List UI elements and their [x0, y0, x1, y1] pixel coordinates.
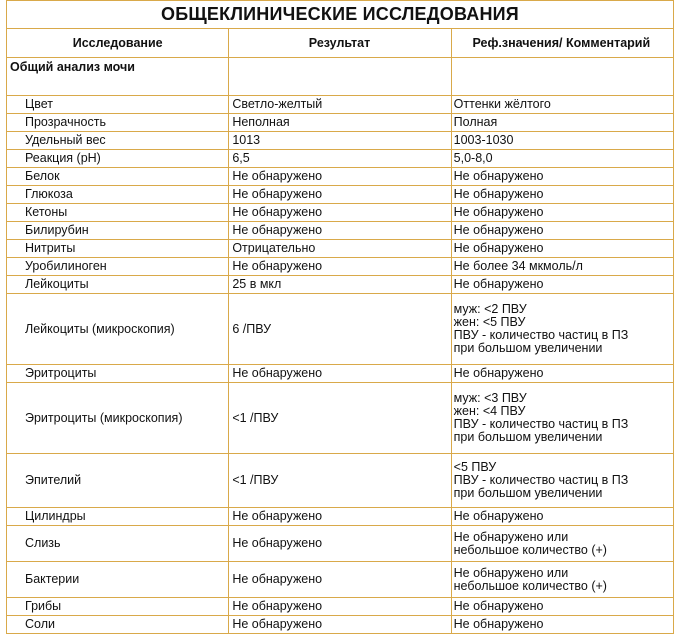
- title-row: [7, 1, 674, 29]
- reference-value: [451, 114, 673, 132]
- table-row: [7, 508, 674, 526]
- test-name: Удельный вес: [7, 132, 229, 150]
- table-row: [7, 598, 674, 616]
- table-row: [7, 222, 674, 240]
- reference-value: [451, 258, 673, 276]
- reference-value: [451, 186, 673, 204]
- reference-value: [451, 96, 673, 114]
- table-row: [7, 276, 674, 294]
- test-result: 1013: [229, 132, 451, 150]
- section-empty-reference: [451, 58, 673, 96]
- reference-value: [451, 168, 673, 186]
- table-row: [7, 168, 674, 186]
- reference-line: муж: <3 ПВУ: [453, 391, 527, 405]
- reference-line: муж: <2 ПВУ: [453, 302, 527, 316]
- test-name: Билирубин: [7, 222, 229, 240]
- reference-line: 1003-1030: [453, 133, 514, 147]
- reference-line: Не более 34 мкмоль/л: [453, 259, 583, 273]
- section-empty-result: [229, 58, 451, 96]
- test-name: Цилиндры: [7, 508, 229, 526]
- test-result: Не обнаружено: [229, 508, 451, 526]
- test-name: Лейкоциты (микроскопия): [7, 294, 229, 365]
- test-name: Уробилиноген: [7, 258, 229, 276]
- reference-line: Не обнаружено: [453, 187, 544, 201]
- reference-line: ПВУ - количество частиц в ПЗ: [453, 328, 629, 342]
- test-name: Эритроциты: [7, 365, 229, 383]
- test-result: <1 /ПВУ: [229, 383, 451, 454]
- test-result: 6 /ПВУ: [229, 294, 451, 365]
- reference-line: небольшое количество (+): [453, 542, 607, 557]
- test-name: Прозрачность: [7, 114, 229, 132]
- test-name: Цвет: [7, 96, 229, 114]
- reference-value: [451, 204, 673, 222]
- test-name: Соли: [7, 616, 229, 634]
- test-name: Слизь: [7, 526, 229, 562]
- test-result: Не обнаружено: [229, 562, 451, 598]
- test-name: Белок: [7, 168, 229, 186]
- reference-value: [451, 454, 673, 508]
- test-result: Не обнаружено: [229, 258, 451, 276]
- reference-line: Не обнаружено: [453, 509, 544, 523]
- header-result: Результат: [229, 29, 451, 58]
- section-row: [7, 58, 674, 96]
- reference-line: Не обнаружено: [453, 277, 544, 291]
- reference-line: Не обнаружено: [453, 241, 544, 255]
- test-result: 6,5: [229, 150, 451, 168]
- test-result: Не обнаружено: [229, 365, 451, 383]
- reference-line: ПВУ - количество частиц в ПЗ: [453, 473, 629, 487]
- test-result: Светло-желтый: [229, 96, 451, 114]
- test-name: Лейкоциты: [7, 276, 229, 294]
- table-row: [7, 383, 674, 454]
- test-result: Не обнаружено: [229, 222, 451, 240]
- reference-line: Не обнаружено или: [453, 529, 569, 544]
- reference-line: Оттенки жёлтого: [453, 97, 551, 111]
- reference-line: ПВУ - количество частиц в ПЗ: [453, 417, 629, 431]
- test-name: Нитриты: [7, 240, 229, 258]
- reference-line: при большом увеличении: [453, 341, 603, 355]
- test-result: Не обнаружено: [229, 186, 451, 204]
- table-row: [7, 186, 674, 204]
- test-name: Глюкоза: [7, 186, 229, 204]
- reference-line: Не обнаружено: [453, 223, 544, 237]
- reference-value: [451, 526, 673, 562]
- table-row: [7, 114, 674, 132]
- test-name: Кетоны: [7, 204, 229, 222]
- reference-line: Полная: [453, 115, 498, 129]
- reference-line: при большом увеличении: [453, 486, 603, 500]
- header-reference: Реф.значения/ Комментарий: [451, 29, 673, 58]
- reference-value: [451, 365, 673, 383]
- reference-line: Не обнаружено: [453, 205, 544, 219]
- reference-value: [451, 294, 673, 365]
- test-result: Не обнаружено: [229, 616, 451, 634]
- reference-value: [451, 383, 673, 454]
- test-name: Реакция (pH): [7, 150, 229, 168]
- table-row: [7, 150, 674, 168]
- reference-line: Не обнаружено или: [453, 565, 569, 580]
- table-row: [7, 240, 674, 258]
- test-result: 25 в мкл: [229, 276, 451, 294]
- test-name: Бактерии: [7, 562, 229, 598]
- table-row: [7, 454, 674, 508]
- table-row: [7, 365, 674, 383]
- test-name: Грибы: [7, 598, 229, 616]
- reference-value: [451, 150, 673, 168]
- reference-value: [451, 240, 673, 258]
- reference-value: [451, 508, 673, 526]
- table-row: [7, 294, 674, 365]
- test-result: <1 /ПВУ: [229, 454, 451, 508]
- table-row: [7, 204, 674, 222]
- table-row: [7, 96, 674, 114]
- test-name: Эпителий: [7, 454, 229, 508]
- reference-line: Не обнаружено: [453, 169, 544, 183]
- reference-value: [451, 276, 673, 294]
- reference-line: Не обнаружено: [453, 366, 544, 380]
- test-name: Эритроциты (микроскопия): [7, 383, 229, 454]
- reference-line: <5 ПВУ: [453, 460, 497, 474]
- test-result: Не обнаружено: [229, 168, 451, 186]
- reference-value: [451, 222, 673, 240]
- test-result: Неполная: [229, 114, 451, 132]
- table-row: [7, 616, 674, 634]
- reference-value: [451, 616, 673, 634]
- section-title: Общий анализ мочи: [7, 58, 229, 96]
- results-table: [6, 0, 674, 634]
- reference-value: [451, 598, 673, 616]
- test-result: Не обнаружено: [229, 598, 451, 616]
- reference-line: Не обнаружено: [453, 617, 544, 631]
- reference-line: жен: <5 ПВУ: [453, 315, 526, 329]
- reference-line: небольшое количество (+): [453, 578, 607, 593]
- reference-line: Не обнаружено: [453, 599, 544, 613]
- header-test: Исследование: [7, 29, 229, 58]
- table-row: [7, 526, 674, 562]
- reference-line: при большом увеличении: [453, 430, 603, 444]
- test-result: Отрицательно: [229, 240, 451, 258]
- test-result: Не обнаружено: [229, 204, 451, 222]
- table-row: [7, 562, 674, 598]
- reference-value: [451, 132, 673, 150]
- table-row: [7, 258, 674, 276]
- table-row: [7, 132, 674, 150]
- test-result: Не обнаружено: [229, 526, 451, 562]
- reference-line: 5,0-8,0: [453, 151, 493, 165]
- reference-line: жен: <4 ПВУ: [453, 404, 526, 418]
- reference-value: [451, 562, 673, 598]
- page-title: ОБЩЕКЛИНИЧЕСКИЕ ИССЛЕДОВАНИЯ: [7, 1, 674, 29]
- header-row: [7, 29, 674, 58]
